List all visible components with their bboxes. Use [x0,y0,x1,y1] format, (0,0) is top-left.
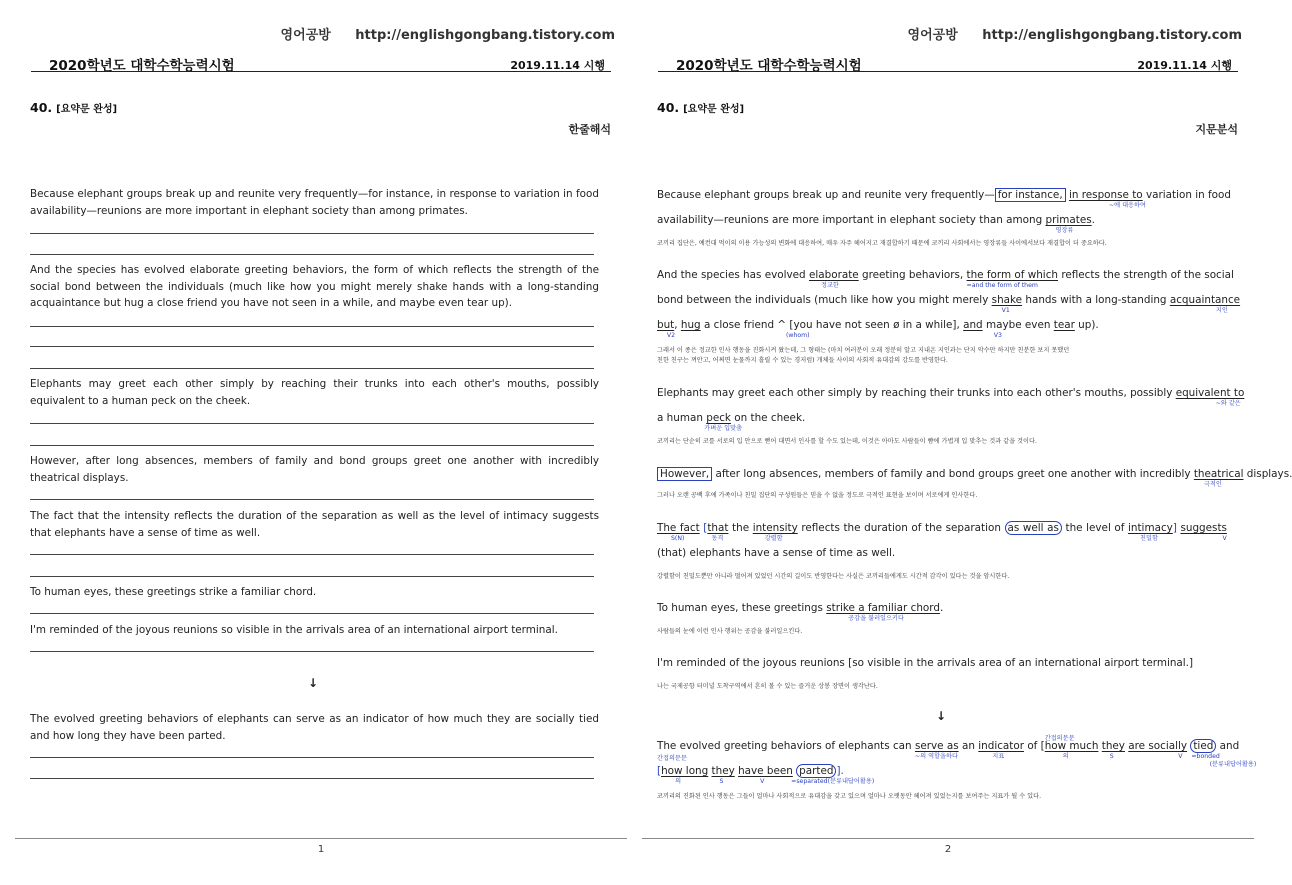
text: indicator [978,740,1024,752]
sentence-6: To human eyes, these greetings strike a familiar chord. [30,586,317,598]
writing-line [30,445,594,446]
underlined-phrase [966,269,1058,289]
text: I'm reminded of the joyous reunions [657,657,845,669]
text: a close friend ^ [703,319,787,331]
annotation: V1 [1001,307,1010,314]
question-number: 40. [657,100,680,115]
summary-sentence: The evolved greeting behaviors of elephants can serve as an indicator of how much they are socially tied and how long they have been parted. [30,713,599,742]
writing-line [30,233,594,234]
down-arrow-icon: ↓ [308,676,319,690]
annotation: V3 [993,332,1002,339]
question-type: [요약문 완성] [56,104,118,115]
text: strike a familiar chord [826,602,940,614]
analysis-sentence-6 [657,600,1227,625]
question-number: 40. [30,100,53,115]
annotation: V2 [666,332,676,339]
bracket: ] [1172,522,1177,534]
annotation: 강렬함 [764,535,783,542]
annotation: 의 [675,778,682,785]
annotation: 영장류 [1055,227,1074,234]
annotation: 공감을 불러일으키다 [848,615,904,622]
writing-line [30,346,594,347]
annotation: S [1109,753,1114,760]
underlined-phrase [704,412,743,432]
korean-translation: 친한 친구는 껴안고, 어쩌면 눈물까지 흘릴 수 있는 경저럼) 개체들 사이의 사회적 유대감의 강도를 반영한다. [657,357,948,364]
annotation: V [1222,535,1227,542]
exam-date: 2019.11.14 시행 [510,59,605,72]
underlined-phrase [963,319,983,331]
circled-phrase [791,764,875,785]
text: tied [1193,740,1214,752]
underlined-phrase [752,522,798,542]
underlined-phrase [1101,740,1125,760]
bracket: [ [657,765,662,777]
text: parted [799,765,834,777]
annotation: 간접의문문 [657,755,687,762]
underlined-phrase [1068,189,1146,209]
annotation: ~에 대응하여 [1108,202,1146,209]
korean-translation: 코끼리의 진화된 인사 행동은 그들이 얼마나 사회적으로 유대감을 갖고 있으며 얼마나 오랫동안 헤어져 있었는지를 보여주는 지표가 될 수 있다. [657,793,1042,800]
question-heading [30,100,117,115]
underlined-phrase [707,522,729,542]
underlined-phrase [826,602,940,622]
underlined-phrase [991,294,1023,314]
text: shake [991,294,1023,306]
annotation: 가벼운 입맞춤 [704,425,743,432]
text: acquaintance [1169,294,1241,306]
text: . [1091,214,1095,226]
analysis-sentence-4 [657,466,1292,491]
writing-line [30,368,594,369]
annotation: 지인 [1215,307,1228,314]
korean-translation: 코끼리는 단순히 코를 서로의 입 안으로 뻗어 대면서 인사를 할 수도 있는데, 이것은 아마도 사람들이 뺨에 가볍게 입 맞추는 것과 같을 것이다. [657,438,1037,445]
text: are socially [1128,740,1188,752]
analysis-summary [657,735,1257,788]
underlined-phrase [1044,735,1099,760]
page-1 [15,0,627,885]
page-number: 1 [317,844,325,855]
text: they [1101,740,1125,752]
text: and [1219,740,1240,752]
text: equivalent to [1175,387,1245,399]
text: of [ [1027,740,1045,752]
exam-date: 2019.11.14 시행 [1137,59,1232,72]
annotation: (whom) [785,332,810,339]
annotation: S(N) [671,535,685,542]
annotation: 정교한 [820,282,839,289]
text: . [939,602,944,614]
text: intimacy [1128,522,1173,534]
writing-line [30,254,594,255]
text [1209,740,1257,768]
text: greeting behaviors, [862,269,964,281]
text: And the species has evolved [657,269,806,281]
korean-translation: 그래서 이 종은 정교한 인사 행동을 진화시켜 왔는데, 그 형태는 (마치 여러분이 오래 정분히 알고 지내온 지인과는 단지 악수만 하지만 친분한 보지 못했던 [657,347,1070,354]
text: but [657,319,675,331]
underlined-phrase [1175,387,1245,407]
text: theatrical [1193,468,1244,480]
text: displays. [1246,468,1292,480]
down-arrow-icon: ↓ [936,709,947,723]
text: tear [1053,319,1075,331]
sentence-3: Elephants may greet each other simply by reaching their trunks into each other's mouths, possibly equivalent to a human peck on the cheek. [30,378,599,407]
text: a human [657,412,703,424]
writing-line [30,778,594,779]
underlined-phrase [808,269,859,289]
analysis-sentence-7 [657,655,1227,680]
annotation: (분류내답어활용) [1209,761,1257,768]
sentence-2: And the species has evolved elaborate greeting behaviors, the form of which reflects the strength of the social bond between the individuals (much like how you might merely shake hands with a long-standing acquaintance but hug a close friend you have not seen in a while, and maybe even tear up). [30,264,599,309]
text: they [711,765,735,777]
section-label: 지문분석 [1195,123,1238,136]
circled-phrase: as well as [1005,521,1062,535]
writing-line [30,423,594,424]
annotation: 친밀함 [1140,535,1158,542]
bracket: ]. [836,765,844,777]
exam-title: 2020학년도 대학수학능력시험 [49,58,235,74]
annotation: V [760,778,765,785]
underlined-phrase [914,740,959,760]
annotation: ~의 역할을하다 [914,753,958,760]
sentence-5: The fact that the intensity reflects the duration of the separation as well as the level of intimacy suggests that elephants have a sense of time as well. [30,510,599,539]
annotation: 동격 [711,535,724,542]
text: how much [1044,740,1099,752]
sentence-1: Because elephant groups break up and reunite very frequently—for instance, in response to variation in food availability—reunions are more important in elephant society than among primates. [30,188,599,217]
annotation: =separated(분류내답어활용) [791,778,875,785]
text: on the cheek. [734,412,806,424]
text: up). [1078,319,1099,331]
writing-line [30,651,594,652]
korean-translation: 강렬함이 친밀도뿐만 아니라 떨어져 있었던 시간의 길이도 반영한다는 사실은 코끼리들에게도 시간적 감각이 있다는 것을 암시한다. [657,573,1010,580]
text: the [732,522,750,534]
writing-line [30,576,594,577]
text: availability—reunions are more important in elephant society than among [657,214,1043,226]
underlined-phrase [657,522,700,542]
underlined-phrase [1045,214,1092,234]
text: hug [680,319,701,331]
writing-line [30,499,594,500]
annotation: 극적인 [1203,481,1222,488]
underlined-phrase [1180,522,1227,542]
text: and [963,319,983,331]
text [703,319,810,339]
site-url[interactable]: http://englishgongbang.tistory.com [982,28,1242,43]
analysis-sentence-3 [657,385,1245,435]
question-type: [요약문 완성] [683,104,745,115]
writing-line [30,613,594,614]
underlined-phrase [1128,740,1188,760]
text: Elephants may greet each other simply by reaching their trunks into each other's mouths, possibly [657,387,1173,399]
bracket: [ [703,522,708,534]
site-url[interactable]: http://englishgongbang.tistory.com [355,28,615,43]
circled-phrase [1190,739,1220,760]
sentence-7: I'm reminded of the joyous reunions so visible in the arrivals area of an international airport terminal. [30,624,558,636]
sentence-4: However, after long absences, members of family and bond groups greet one another with incredibly theatrical displays. [30,455,599,484]
text: primates [1045,214,1092,226]
text: hands with a long-standing [1025,294,1167,306]
question-heading [657,100,744,115]
analysis-sentence-1 [657,187,1231,237]
text: To human eyes, these greetings [657,602,823,614]
bracketed-clause [848,657,1193,669]
annotation: =and the form of them [966,282,1038,289]
annotation: =bonded [1191,753,1220,760]
publisher-name: 영어공방 [280,28,331,43]
underlined-phrase [657,319,674,331]
underlined-phrase [978,740,1024,760]
text: have been [738,765,793,777]
publisher-name: 영어공방 [907,28,958,43]
korean-translation: 사람들의 눈에 이런 인사 행위는 공감을 불러일으킨다. [657,628,803,635]
underlined-phrase [711,765,735,785]
korean-translation: 코끼리 집단은, 예컨대 먹이의 이용 가능성의 변화에 대응하여, 매우 자주 헤어지고 재결합하기 때문에 코끼리 사회에서는 영장류들 사이에서보다 재결합이 더 중요하다. [657,240,1107,247]
underlined-phrase [1193,468,1244,488]
analysis-sentence-2: And the species has evolved elaborate 정교한 greeting behaviors, the form of which =and the form of them reflects the strength of the social bond between the individuals (much like how you might merely shake V1 hands with a long-standing acquaintance 지인 but, hug V2 a close friend ^ (whom) [you have not seen ø in a while], and maybe even tear V3 up). [657,269,1241,339]
underlined-phrase [1128,522,1173,542]
annotation: ~와 같은 [1215,400,1241,407]
analysis-sentence-5 [657,520,1227,570]
site-header [281,24,615,43]
text: the form of which [966,269,1058,281]
text: bond between the individuals (much like how you might merely [657,294,989,306]
boxed-phrase: for instance, [995,188,1066,202]
boxed-phrase: However, [657,467,712,481]
site-header [908,24,1242,43]
korean-translation: 나는 국제공항 터미널 도착구역에서 흔히 볼 수 있는 즐거운 상봉 장면이 생각난다. [657,683,878,690]
header-divider [31,71,611,72]
text: that [707,522,729,534]
underlined-phrase [1169,294,1241,314]
footer-divider [15,838,627,839]
annotation: V [1178,753,1183,760]
text: peck [706,412,731,424]
writing-line [30,757,594,758]
text: [you have not seen ø in a while], [789,319,960,331]
text: reflects the strength of the social [1061,269,1234,281]
text: the level of [1065,522,1125,534]
annotation: S [719,778,724,785]
underlined-phrase [661,765,709,785]
text: (that) elephants have a sense of time as well. [657,547,896,559]
text: how long [661,765,709,777]
text: suggests [1180,522,1227,534]
annotation: 지표 [992,753,1005,760]
text: [so visible in the arrivals area of an international airport terminal.] [848,657,1194,669]
text: reflects the duration of the separation [801,522,1001,534]
page-2 [642,0,1292,885]
annotation: 의 [1062,753,1069,760]
text: elaborate [808,269,859,281]
annotation: 간접의문문 [1044,735,1075,742]
korean-translation: 그러나 오랜 공백 후에 가족이나 친밀 집단의 구성원들은 믿을 수 없을 정도로 극적인 표현을 보이며 서로에게 인사한다. [657,492,978,499]
text: The fact [657,522,700,534]
text: intensity [752,522,798,534]
text: The evolved greeting behaviors of elephants can [657,740,912,752]
underlined-phrase [738,765,793,785]
text: an [961,740,975,752]
text: serve as [914,740,959,752]
text: in response to [1068,189,1143,201]
section-label: 한줄해석 [568,123,611,136]
text: maybe even [985,319,1051,331]
text: after long absences, members of family and bond groups greet one another with incredibly [715,468,1191,480]
writing-line [30,554,594,555]
writing-line [30,326,594,327]
header-divider [658,71,1238,72]
text: variation in food [1145,189,1231,201]
page-number: 2 [944,844,952,855]
footer-divider [642,838,1254,839]
exam-title: 2020학년도 대학수학능력시험 [676,58,862,74]
text: Because elephant groups break up and reunite very frequently— [657,189,995,201]
